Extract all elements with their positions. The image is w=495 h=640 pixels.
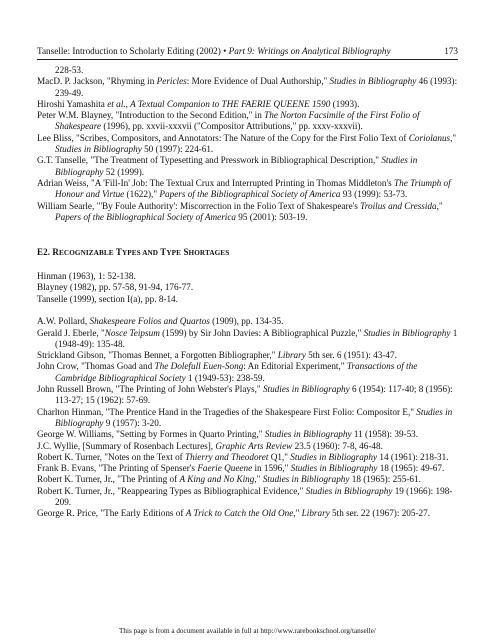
entry-title-italic: Studies in Bibliography xyxy=(290,451,378,462)
section-number: E2. xyxy=(37,247,53,258)
entry-text: 228-53. xyxy=(55,65,84,75)
bibliography-entry xyxy=(37,508,458,519)
bibliography-entry xyxy=(37,452,458,463)
bibliography-entry xyxy=(37,350,458,361)
entry-title-italic: Studies in Bibliography xyxy=(305,485,393,496)
entry-title-italic: Studies in Bibliography xyxy=(363,327,451,338)
entry-text: (1622)," xyxy=(124,189,160,200)
section-heading xyxy=(37,247,458,259)
entry-text: John Russell Brown, "The Printing of John Webster's Plays," xyxy=(37,384,263,395)
entry-title-italic: Studies in Bibliography xyxy=(55,155,418,177)
entry-text: ," xyxy=(436,200,443,211)
heading-smallcaps: YPE xyxy=(166,249,182,258)
entry-title-italic: Nosce Teipsum xyxy=(104,327,160,338)
spacer xyxy=(37,260,458,271)
bibliography-entry xyxy=(37,441,458,452)
bibliography-entry xyxy=(37,429,458,440)
entry-title-italic: Thierry and Theodoret xyxy=(185,451,269,462)
entry-title-italic: Library xyxy=(301,508,330,519)
heading-smallcaps: ECOGNIZABLE xyxy=(59,249,114,258)
entry-text: 95 (2001): 503-19. xyxy=(236,211,308,222)
entry-title-italic: et al xyxy=(107,98,124,109)
entry-title-italic: Papers of the Bibliographical Society of America xyxy=(55,211,236,222)
heading-smallcaps: HORTAGES xyxy=(188,249,230,258)
entry-title-italic: The Dolefull Euen-Song xyxy=(154,361,244,372)
entry-text: John Crow, "Thomas Goad and xyxy=(37,361,155,372)
entry-title-italic: A Trick to Catch the Old One xyxy=(185,508,294,519)
bibliography-entry xyxy=(37,155,458,178)
entry-text: 6 (1954): 117-40; 8 (1956): 113-27; 15 (1962): 57-69. xyxy=(55,384,453,406)
entry-text: Gerald J. Eberle, " xyxy=(37,327,105,338)
running-head xyxy=(37,46,458,57)
bibliography-entry xyxy=(37,463,458,474)
heading-initial: R xyxy=(52,247,60,258)
entry-text: 11 (1958): 39-53. xyxy=(351,429,419,440)
entry-title-italic: Shakespeare Folios and Quartos xyxy=(89,316,210,327)
entry-text: Hinman (1963), 1: 52-138. xyxy=(37,271,136,282)
entry-text: 1 (1949-53): 238-59. xyxy=(185,372,265,383)
entry-title-italic: The Norton Facsimile of the First Folio of Shakespeare xyxy=(55,110,420,132)
entry-text: 1 (1948-49): 135-48. xyxy=(55,327,458,349)
bibliography-entry xyxy=(37,384,458,407)
entry-text: ," xyxy=(450,132,457,143)
page-body xyxy=(37,65,458,520)
entry-title-italic: Graphic Arts Review xyxy=(215,440,293,451)
entry-text: 23.5 (1960): 7-8, 46-48. xyxy=(292,440,383,451)
entry-title-italic: A King and No King xyxy=(179,474,255,485)
running-head-title: Tanselle: Introduction to Scholarly Editing (2002) xyxy=(37,46,221,56)
entry-text: 19 (1966): 198-209. xyxy=(55,485,453,507)
entry-text: in 1596," xyxy=(252,463,291,474)
running-head-part: Part 9: Writings on Analytical Bibliography xyxy=(228,46,391,56)
entry-text: Hiroshi Yamashita xyxy=(37,98,108,109)
entry-text: (1996), pp. xxvii-xxxvii ("Compositor Attributions," pp. xxxv-xxxvii). xyxy=(101,121,363,132)
entry-title-italic: Troilus and Cressida xyxy=(360,200,437,211)
entry-text: William Searle, "'By Foule Authority': Miscorrection in the Folio Text of Shakespeare's xyxy=(37,200,361,211)
bibliography-entry xyxy=(37,486,458,509)
bibliography-entry xyxy=(37,282,458,293)
entry-text: Peter W.M. Blayney, "Introduction to the Second Edition," in xyxy=(37,110,265,121)
bibliography-entry xyxy=(37,328,458,351)
running-head-separator: • xyxy=(220,46,229,56)
entry-text: ., xyxy=(123,98,131,109)
heading-initial: T xyxy=(160,247,167,258)
entry-title-italic: Studies in Bibliography xyxy=(55,144,142,155)
entry-title-italic: Papers of the Bibliographical Society of America xyxy=(159,189,341,200)
bibliography-entry xyxy=(37,294,458,305)
bibliography-entry xyxy=(37,271,458,282)
entry-text: 18 (1965): 255-61. xyxy=(349,474,421,485)
bibliography-entry xyxy=(37,65,458,76)
bibliography-list-2 xyxy=(37,271,458,305)
entry-title-italic: Faerie Queene xyxy=(197,463,253,474)
entry-text: 50 (1997): 224-61. xyxy=(141,144,214,155)
entry-text: 18 (1965): 49-67. xyxy=(377,463,445,474)
entry-text: Strickland Gibson, "Thomas Bennet, a Forgotten Bibliographer," xyxy=(37,350,278,361)
entry-text: 5th ser. 6 (1951): 43-47. xyxy=(305,350,397,361)
header-rule xyxy=(37,59,458,60)
entry-text: 9 (1957): 3-20. xyxy=(103,417,162,428)
entry-title-italic: Studies in Bibliography xyxy=(264,429,352,440)
bibliography-entry xyxy=(37,110,458,133)
entry-text: G.T. Tanselle, "The Treatment of Typesetting and Presswork in Bibliographical Description," xyxy=(37,155,382,166)
bibliography-entry xyxy=(37,361,458,384)
page-number: 173 xyxy=(444,46,458,56)
entry-title-italic: Studies in Bibliography xyxy=(262,474,350,485)
entry-text: ," xyxy=(293,508,302,519)
entry-title-italic: Coriolanus xyxy=(408,132,451,143)
entry-text: ," xyxy=(254,474,263,485)
entry-text: Frank B. Evans, "The Printing of Spenser's xyxy=(37,463,198,474)
bibliography-entry xyxy=(37,133,458,156)
entry-text: George R. Price, "The Early Editions of xyxy=(37,508,186,519)
entry-text: 93 (1999): 53-73. xyxy=(340,189,408,200)
bibliography-entry xyxy=(37,178,458,201)
entry-text: Charlton Hinman, "The Prentice Hand in the Tragedies of the Shakespeare First Folio: Compositor E," xyxy=(37,406,417,417)
heading-initial: S xyxy=(183,247,189,258)
entry-text: (1909), pp. 134-35. xyxy=(209,316,284,327)
entry-text: (1993). xyxy=(330,98,360,109)
entry-title-italic: Studies in Bibliography xyxy=(55,406,453,428)
entry-text: Robert K. Turner, Jr., "The Printing of xyxy=(37,474,180,485)
entry-title-italic: Library xyxy=(277,350,306,361)
entry-title-italic: A Textual Companion to THE FAERIE QUEENE 1590 xyxy=(130,98,331,109)
bibliography-list-1 xyxy=(37,65,458,223)
entry-title-italic: Transactions of the Cambridge Bibliographical Society xyxy=(55,361,418,383)
bibliography-entry xyxy=(37,407,458,430)
bibliography-entry xyxy=(37,201,458,224)
bibliography-entry xyxy=(37,316,458,327)
entry-text: Robert K. Turner, "Notes on the Text of xyxy=(37,451,186,462)
entry-title-italic: Studies in Bibliography xyxy=(329,76,417,87)
spacer xyxy=(37,236,458,247)
entry-title-italic: Pericles xyxy=(156,76,187,87)
entry-text: A.W. Pollard, xyxy=(37,316,90,327)
entry-text: Lee Bliss, "Scribes, Compositors, and Annotators: The Nature of the Copy for the First Folio Text of xyxy=(37,132,409,143)
entry-text: (1599) by Sir John Davies: A Bibliographical Puzzle," xyxy=(159,327,364,338)
entry-text: Q1," xyxy=(268,451,291,462)
entry-text: 46 (1993): 239-49. xyxy=(55,76,458,98)
heading-initial: T xyxy=(115,247,122,258)
heading-smallcaps: YPES AND xyxy=(121,249,159,258)
spacer xyxy=(37,305,458,316)
entry-text: Robert K. Turner, Jr., "Reappearing Types as Bibliographical Evidence," xyxy=(37,485,306,496)
entry-text: Adrian Weiss, "A 'Fill-In' Job: The Textual Crux and Interrupted Printing in Thomas Middleton's xyxy=(37,177,395,188)
entry-text: 52 (1999). xyxy=(103,166,145,177)
spacer xyxy=(37,223,458,236)
entry-text: 5th ser. 22 (1967): 205-27. xyxy=(329,508,431,519)
entry-text: George W. Williams, "Setting by Formes in Quarto Printing," xyxy=(37,429,265,440)
entry-text: Blayney (1982), pp. 57-58, 91-94, 176-77. xyxy=(37,282,194,293)
entry-text: 14 (1961): 218-31. xyxy=(377,451,449,462)
entry-title-italic: Studies in Bibliography xyxy=(262,384,350,395)
bibliography-entry xyxy=(37,76,458,99)
entry-text: : An Editorial Experiment," xyxy=(243,361,347,372)
bibliography-entry xyxy=(37,99,458,110)
bibliography-list-3 xyxy=(37,316,458,519)
bibliography-entry xyxy=(37,474,458,485)
entry-title-italic: Studies in Bibliography xyxy=(290,463,378,474)
entry-title-italic: The Triumph of Honour and Virtue xyxy=(55,177,451,200)
entry-text: MacD. P. Jackson, "Rhyming in xyxy=(37,76,157,87)
entry-text: J.C. Wyllie, [Summary of Rosenbach Lectures], xyxy=(37,440,216,451)
page-footer: This page is from a document available in full at http://www.rarebookschool.org/tanselle/ xyxy=(119,627,376,635)
entry-text: Tanselle (1999), section I(a), pp. 8-14. xyxy=(37,293,178,304)
entry-text: : More Evidence of Dual Authorship," xyxy=(186,76,330,87)
